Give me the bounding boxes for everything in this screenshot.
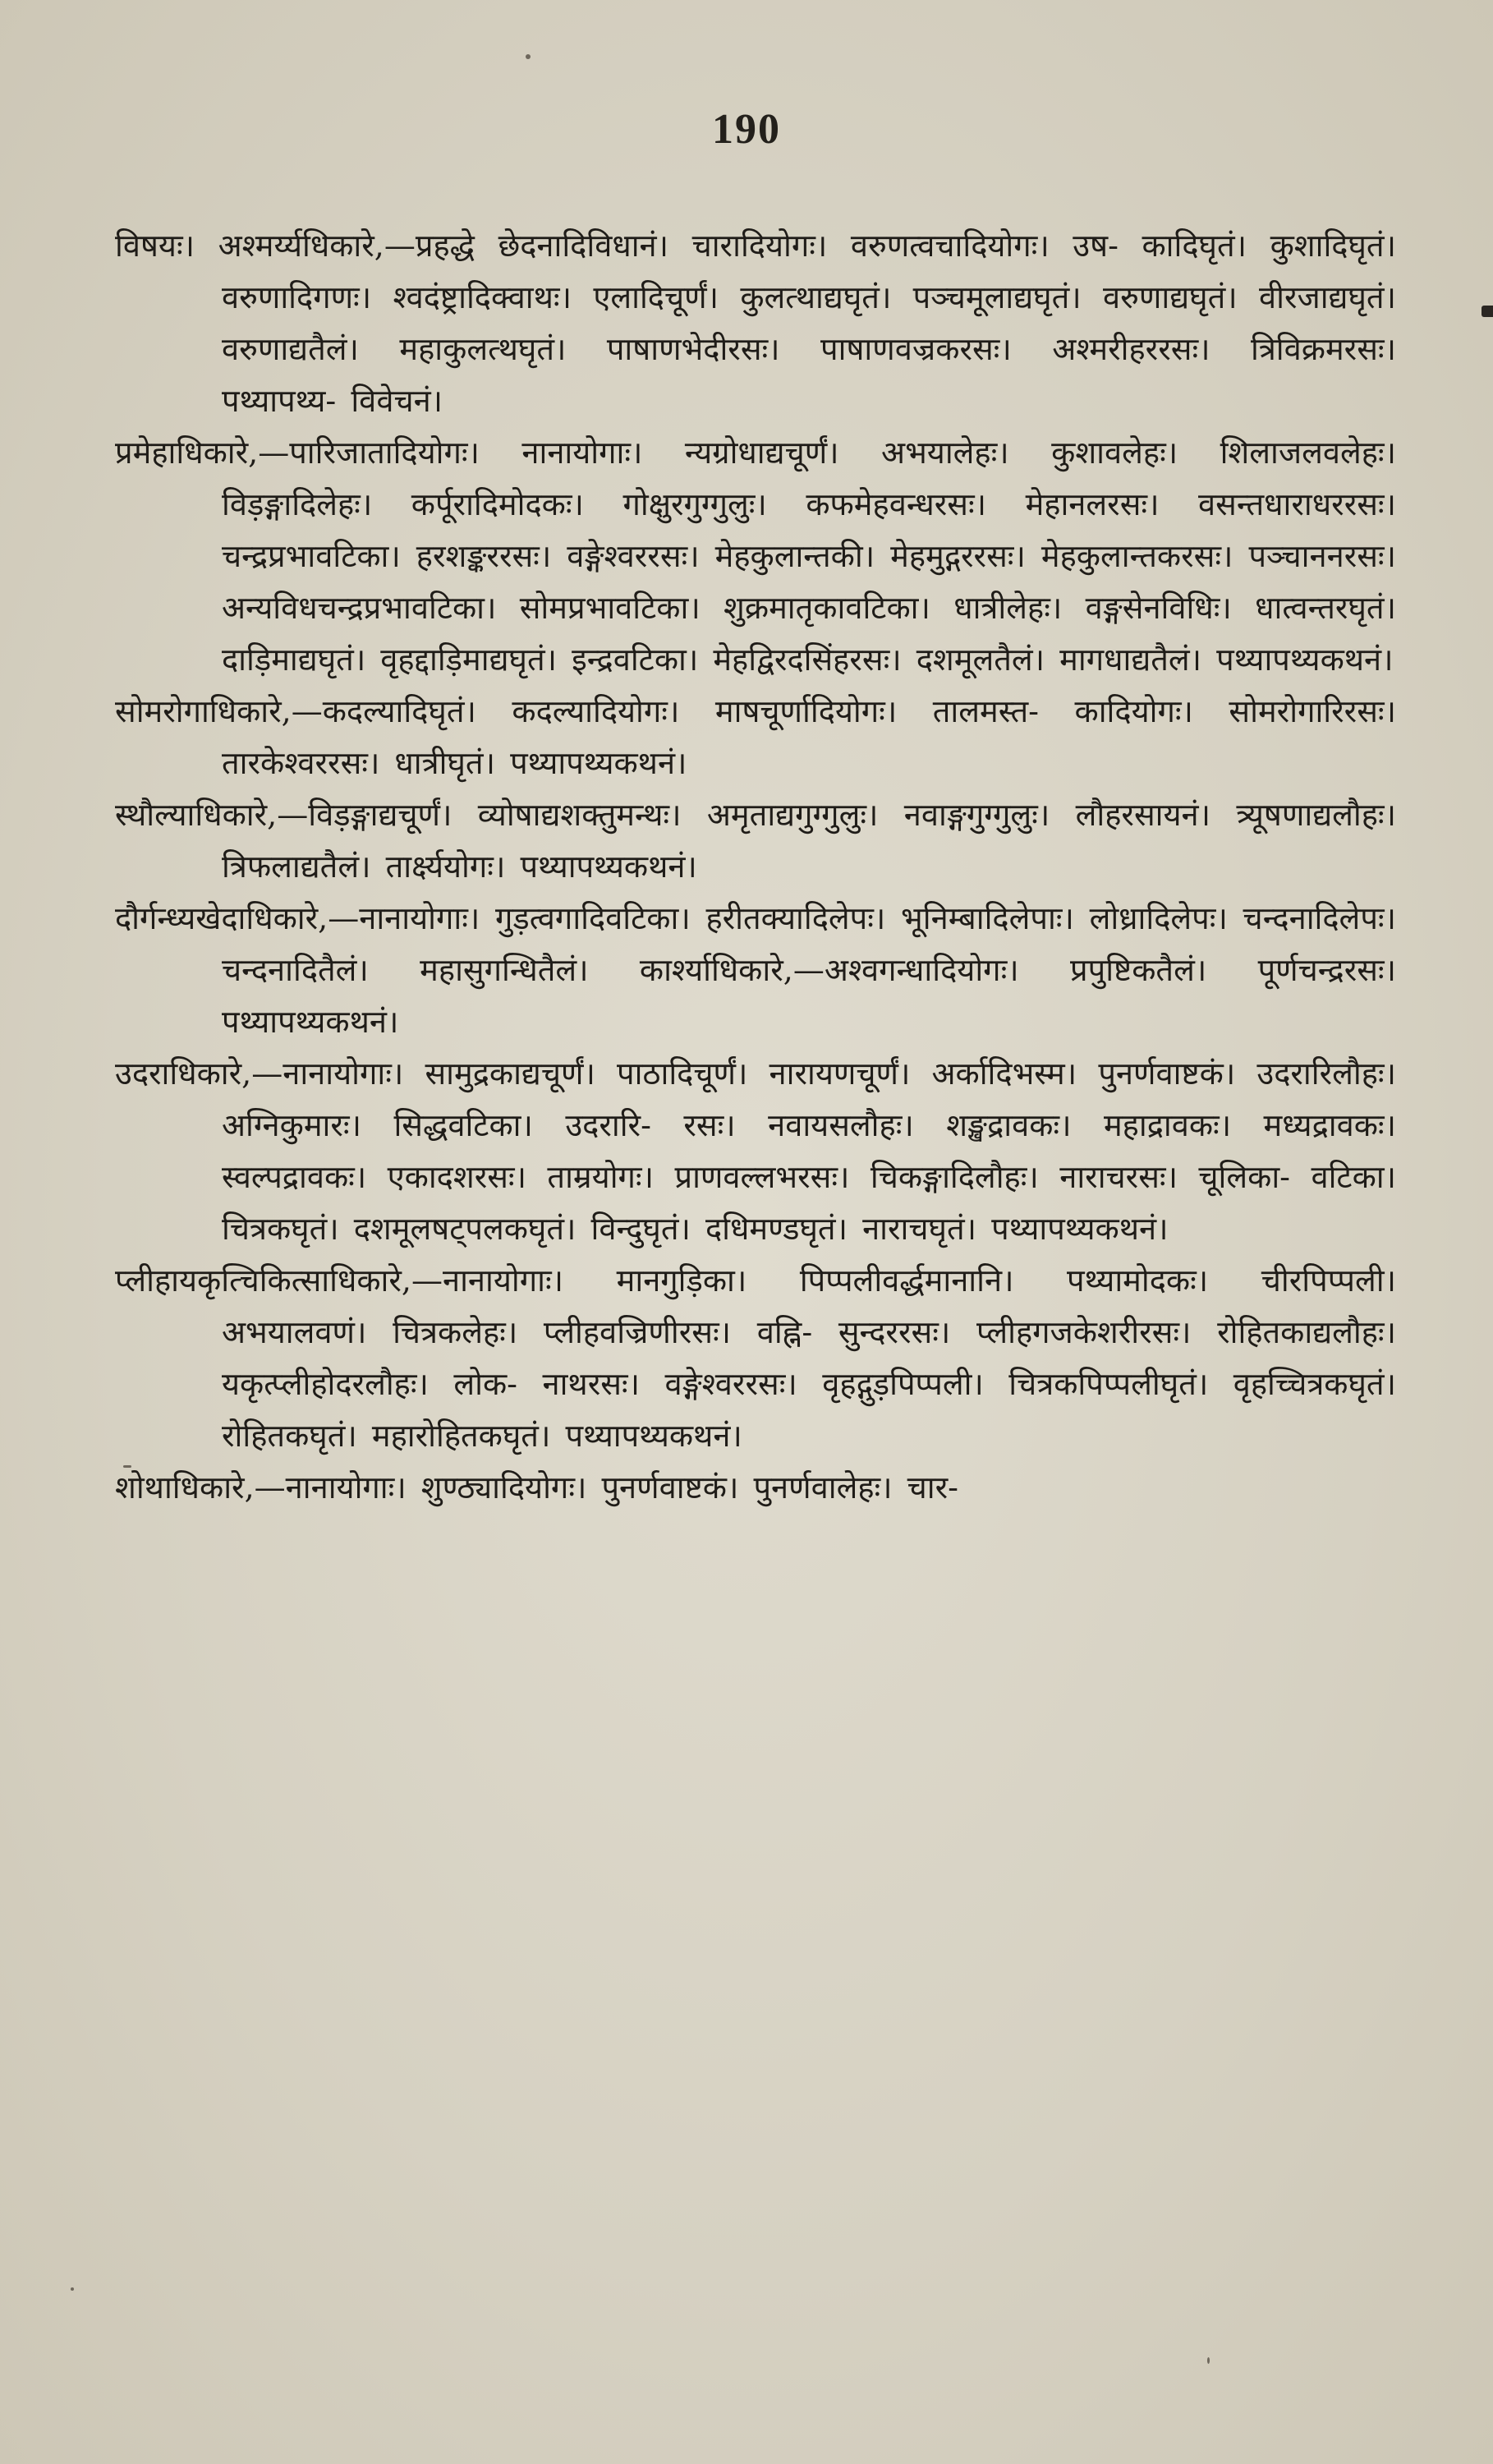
page-number: 190 <box>712 106 781 153</box>
toc-entry-pliha-yakrit: प्लीहायकृत्चिकित्साधिकारे,—नानायोगाः। मानगुड़िका। पिप्पलीवर्द्धमानानि। पथ्यामोदकः। चीरपिप्पली। अभयालवणं। चित्रकलेहः। प्लीहवज्रिणीरसः। वह्नि- सुन्दररसः। प्लीहगजकेशरीरसः। रोहितकाद्यलौहः। यकृत्प्लीहोदरलौहः। लोक- नाथरसः। वङ्गेश्वररसः। वृहद्गुड़पिप्पली। चित्रकपिप्पलीघृतं। वृहच्चित्रकघृतं। रोहितकघृतं। महारोहितकघृतं। पथ्यापथ्यकथनं। <box>115 1262 1396 1454</box>
toc-entry-somaroga: सोमरोगाधिकारे,—कदल्यादिघृतं। कदल्यादियोगः। माषचूर्णादियोगः। तालमस्त- कादियोगः। सोमरोगारिरसः। तारकेश्वररसः। धात्रीघृतं। पथ्यापथ्यकथनं। <box>115 693 1396 781</box>
toc-entry-udara: उदराधिकारे,—नानायोगाः। सामुद्रकाद्यचूर्णं। पाठादिचूर्णं। नारायणचूर्णं। अर्कादिभस्म। पुनर्णवाष्टकं। उदरारिलौहः। अग्निकुमारः। सिद्धवटिका। उदरारि- रसः। नवायसलौहः। शङ्खद्रावकः। महाद्रावकः। मध्यद्रावकः। स्वल्पद्रावकः। एकादशरसः। ताम्रयोगः। प्राणवल्लभरसः। चिकङ्गादिलौहः। नाराचरसः। चूलिका- वटिका। चित्रकघृतं। दशमूलषट्पलकघृतं। विन्दुघृतं। दधिमण्डघृतं। नाराचघृतं। पथ्यापथ्यकथनं। <box>115 1055 1396 1247</box>
paper-speck <box>71 2287 74 2291</box>
toc-entry-vishaya-ashmari: विषयः। अश्मर्य्यधिकारे,—प्रहद्धे छेदनादिविधानं। चारादियोगः। वरुणत्वचादियोगः। उष- कादिघृतं। कुशादिघृतं। वरुणादिगणः। श्वदंष्ट्रादिक्वाथः। एलादिचूर्णं। कुलत्थाद्यघृतं। पञ्चमूलाद्यघृतं। वरुणाद्यघृतं। वीरजाद्यघृतं। वरुणाद्यतैलं। महाकुलत्थघृतं। पाषाणभेदीरसः। पाषाणवज्रकरसः। अश्मरीहररसः। त्रिविक्रमरसः। पथ्यापथ्य- विवेचनं। <box>115 228 1396 419</box>
paper-speck <box>526 54 531 59</box>
table-of-contents <box>115 220 1396 1514</box>
page-edge-mark <box>1482 306 1493 317</box>
toc-entry-sthaulya: स्थौल्याधिकारे,—विड़ङ्गाद्यचूर्णं। व्योषाद्यशक्तुमन्थः। अमृताद्यगुग्गुलुः। नवाङ्गगुग्गुलुः। लौहरसायनं। त्र्यूषणाद्यलौहः। त्रिफलाद्यतैलं। तार्क्ष्ययोगः। पथ्यापथ्यकथनं। <box>115 797 1396 885</box>
toc-entry-shotha: शोथाधिकारे,—नानायोगाः। शुण्ठ्यादियोगः। पुनर्णवाष्टकं। पुनर्णवालेहः। चार- <box>115 1469 959 1506</box>
toc-entry-prameha: प्रमेहाधिकारे,—पारिजातादियोगः। नानायोगाः। न्यग्रोधाद्यचूर्णं। अभयालेहः। कुशावलेहः। शिलाजलवलेहः। विड़ङ्गादिलेहः। कर्पूरादिमोदकः। गोक्षुरगुग्गुलुः। कफमेहवन्धरसः। मेहानलरसः। वसन्तधाराधररसः। चन्द्रप्रभावटिका। हरशङ्कररसः। वङ्गेश्वररसः। मेहकुलान्तकी। मेहमुद्गररसः। मेहकुलान्तकरसः। पञ्चाननरसः। अन्यविधचन्द्रप्रभावटिका। सोमप्रभावटिका। शुक्रमातृकावटिका। धात्रीलेहः। वङ्गसेनविधिः। धात्वन्तरघृतं। दाड़िमाद्यघृतं। वृहद्दाड़िमाद्यघृतं। इन्द्रवटिका। मेहद्विरदसिंहरसः। दशमूलतैलं। मागधाद्यतैलं। पथ्यापथ्यकथनं। <box>115 434 1396 678</box>
toc-entry-daurgandhya-karshya: दौर्गन्ध्यखेदाधिकारे,—नानायोगाः। गुड़त्वगादिवटिका। हरीतक्यादिलेपः। भूनिम्बादिलेपाः। लोध्रादिलेपः। चन्दनादिलेपः। चन्दनादितैलं। महासुगन्धितैलं। कार्श्याधिकारे,—अश्वगन्धादियोगः। प्रपुष्टिकतैलं। पूर्णचन्द्ररसः। पथ्यापथ्यकथनं। <box>115 900 1396 1040</box>
paper-speck <box>1207 2357 1210 2364</box>
